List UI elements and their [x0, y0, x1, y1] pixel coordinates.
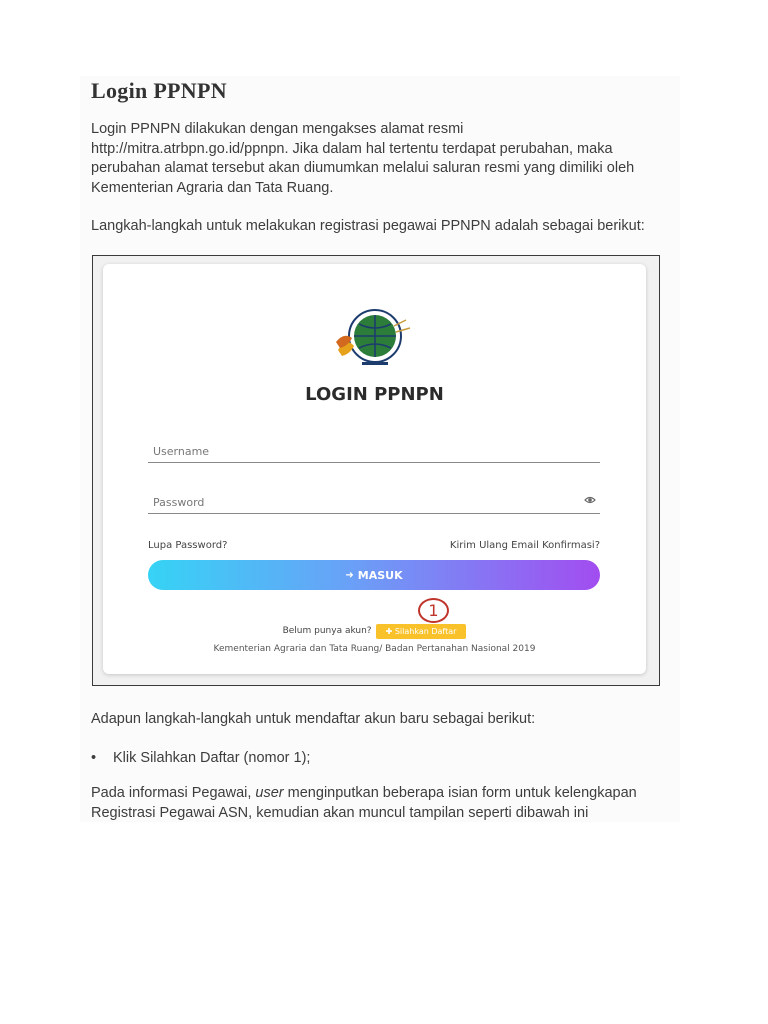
article-heading: Login PPNPN — [91, 78, 227, 103]
signup-button-label: Silahkan Daftar — [394, 626, 457, 636]
login-screenshot — [92, 255, 660, 686]
login-title: LOGIN PPNPN — [305, 384, 444, 405]
list-item — [91, 749, 310, 769]
document-page — [80, 76, 680, 822]
intro-line: perubahan alamat tersebut akan diumumkan melalui saluran resmi yang dimiliki oleh — [91, 160, 635, 176]
form-info-paragraph — [91, 784, 637, 823]
username-field[interactable] — [148, 440, 600, 463]
password-input[interactable] — [151, 491, 575, 513]
login-footer: Kementerian Agraria dan Tata Ruang/ Badan Pertanahan Nasional 2019 — [213, 644, 536, 654]
step-marker: 1 — [418, 598, 449, 623]
intro-paragraph — [91, 120, 634, 198]
list-item-text: Klik Silahkan Daftar (nomor 1); — [113, 750, 311, 766]
plus-icon: ✚ — [385, 626, 393, 636]
intro-line: Kementerian Agraria dan Tata Ruang. — [91, 179, 334, 196]
form-info-line — [91, 784, 637, 804]
login-button[interactable] — [148, 560, 600, 590]
eye-icon[interactable] — [584, 495, 596, 505]
password-field[interactable] — [148, 491, 600, 514]
form-info-text: menginputkan beberapa isian form untuk kelengkapan — [283, 785, 637, 801]
intro-line: Login PPNPN dilakukan dengan mengakses alamat resmi — [91, 121, 464, 137]
form-info-emphasis: user — [255, 785, 284, 801]
signup-intro-paragraph: Adapun langkah-langkah untuk mendaftar akun baru sebagai berikut: — [91, 711, 536, 727]
login-card — [103, 264, 646, 674]
forgot-password-link[interactable]: Lupa Password? — [148, 540, 228, 551]
sign-in-icon: ➜ — [345, 569, 354, 581]
username-input[interactable] — [151, 440, 575, 462]
no-account-text: Belum punya akun? — [282, 626, 372, 636]
intro-line: http://mitra.atrbpn.go.id/ppnpn. Jika dalam hal tertentu terdapat perubahan, maka — [91, 140, 613, 157]
steps-intro-paragraph: Langkah-langkah untuk melakukan registrasi pegawai PPNPN adalah sebagai berikut: — [91, 218, 645, 234]
resend-confirmation-link[interactable]: Kirim Ulang Email Konfirmasi? — [449, 540, 600, 551]
kementerian-atr-bpn-logo — [332, 306, 418, 370]
bullet-icon: • — [91, 750, 97, 766]
signup-row — [103, 622, 646, 640]
signup-button[interactable] — [376, 624, 467, 639]
login-button-label: MASUK — [357, 568, 403, 582]
form-info-text: Pada informasi Pegawai, — [91, 785, 256, 801]
form-info-line: Registrasi Pegawai ASN, kemudian akan muncul tampilan seperti dibawah ini — [91, 804, 589, 821]
